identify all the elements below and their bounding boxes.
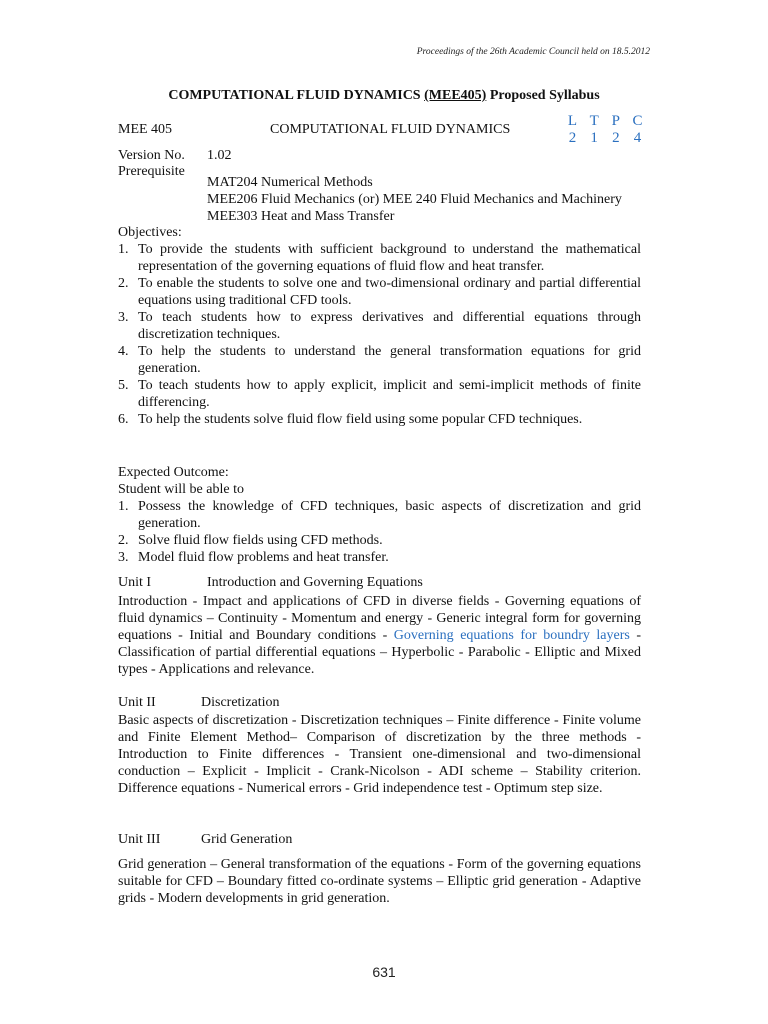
- objective-number: 4.: [118, 344, 129, 359]
- course-name: COMPUTATIONAL FLUID DYNAMICS: [270, 122, 511, 137]
- document-title: [0, 88, 768, 104]
- title-course-code: (MEE405): [424, 88, 487, 103]
- outcome-item: [118, 549, 641, 566]
- proceedings-note: Proceedings of the 26th Academic Council held on 18.5.2012: [416, 47, 650, 57]
- unit-1-content: [118, 593, 641, 678]
- unit-1-text: Introduction - Impact and applications of CFD in diverse fields - Governing equations of fluid dynamics – Continuity - Momentum and energy - Generic integral form for governing equations - Initial and Boundary conditions -: [118, 594, 641, 643]
- page-number: 631: [372, 964, 396, 980]
- prerequisite-item: MEE303 Heat and Mass Transfer: [207, 209, 395, 224]
- outcome-intro: Student will be able to: [118, 482, 244, 497]
- objectives-heading: Objectives:: [118, 225, 182, 240]
- unit-1-title: Introduction and Governing Equations: [207, 575, 423, 590]
- unit-2-title: Discretization: [201, 695, 280, 710]
- unit-1-highlighted-topic: Governing equations for boundry layers: [393, 628, 630, 643]
- version-value: 1.02: [207, 148, 232, 163]
- objective-number: 5.: [118, 378, 129, 393]
- outcome-section: [118, 464, 641, 566]
- outcome-text: Solve fluid flow fields using CFD methods.: [138, 533, 383, 548]
- ltpc-header-p: P: [611, 113, 620, 129]
- prerequisite-label: Prerequisite: [118, 164, 185, 179]
- objective-number: 1.: [118, 242, 129, 257]
- ltpc-table: [562, 113, 648, 147]
- ltpc-headers: [562, 113, 648, 130]
- objective-item: [118, 377, 641, 411]
- outcome-number: 2.: [118, 533, 129, 548]
- objective-text: To help the students to understand the general transformation equations for grid generation.: [138, 344, 641, 376]
- outcome-number: 1.: [118, 499, 129, 514]
- objective-number: 2.: [118, 276, 129, 291]
- ltpc-value-l: 2: [568, 130, 577, 146]
- objective-text: To teach students how to express derivatives and differential equations through discretization techniques.: [138, 310, 641, 342]
- course-code: MEE 405: [118, 122, 173, 137]
- objective-item: [118, 241, 641, 275]
- ltpc-value-p: 2: [612, 130, 620, 146]
- ltpc-value-t: 1: [590, 130, 598, 146]
- outcome-text: Possess the knowledge of CFD techniques, basic aspects of discretization and grid generation.: [138, 499, 641, 531]
- unit-2-label: Unit II: [118, 695, 156, 710]
- outcome-heading: Expected Outcome:: [118, 465, 229, 480]
- objectives-list: [118, 241, 641, 428]
- unit-3-content: Grid generation – General transformation of the equations - Form of the governing equations suitable for CFD – Boundary fitted co-ordinate systems – Elliptic grid generation - Adaptive grids - Modern developments in grid generation.: [118, 857, 641, 906]
- ltpc-header-c: C: [632, 113, 643, 129]
- objective-text: To help the students solve fluid flow field using some popular CFD techniques.: [138, 412, 583, 427]
- title-part-2: Proposed Syllabus: [486, 88, 600, 103]
- objective-item: [118, 309, 641, 343]
- objective-number: 6.: [118, 412, 129, 427]
- version-label: Version No.: [118, 148, 185, 163]
- ltpc-value-c: 4: [633, 130, 642, 146]
- outcome-item: [118, 532, 641, 549]
- unit-3-label: Unit III: [118, 832, 161, 847]
- unit-1-text-continued: -Classification of partial differential equations – Hyperbolic - Parabolic - Elliptic and Mixed types - Applications and relevance.: [118, 628, 641, 677]
- objective-text: To enable the students to solve one and two-dimensional ordinary and partial differential equations using traditional CFD tools.: [138, 276, 641, 308]
- unit-3-title: Grid Generation: [201, 832, 293, 847]
- objective-item: [118, 275, 641, 309]
- unit-2-content: Basic aspects of discretization - Discretization techniques – Finite difference - Finite volume and Finite Element Method– Comparison of discretization by the three methods - Introduction to Finite differences - Transient one-dimensional and two-dimensional conduction – Explicit - Implicit - Crank-Nicolson - ADI scheme – Stability criterion. Difference equations - Numerical errors - Grid independence test - Optimum step size.: [118, 713, 641, 796]
- ltpc-values: [562, 130, 648, 147]
- objective-text: To teach students how to apply explicit, implicit and semi-implicit methods of finite differencing.: [138, 378, 641, 410]
- prerequisite-item: MAT204 Numerical Methods: [207, 175, 373, 190]
- ltpc-header-t: T: [589, 113, 599, 129]
- title-part-1: COMPUTATIONAL FLUID DYNAMICS: [168, 88, 425, 103]
- objective-number: 3.: [118, 310, 129, 325]
- objective-text: To provide the students with sufficient background to understand the mathematical representation of the governing equations of fluid flow and heat transfer.: [138, 242, 641, 274]
- prerequisite-list: [207, 174, 622, 225]
- ltpc-header-l: L: [567, 113, 578, 129]
- outcomes-list: [118, 498, 641, 566]
- objective-item: [118, 343, 641, 377]
- outcome-item: [118, 498, 641, 532]
- objectives-section: [118, 224, 641, 428]
- outcome-number: 3.: [118, 550, 129, 565]
- objective-item: [118, 411, 641, 428]
- unit-1-label: Unit I: [118, 575, 152, 590]
- prerequisite-item: MEE206 Fluid Mechanics (or) MEE 240 Fluid Mechanics and Machinery: [207, 192, 622, 207]
- outcome-text: Model fluid flow problems and heat transfer.: [138, 550, 389, 565]
